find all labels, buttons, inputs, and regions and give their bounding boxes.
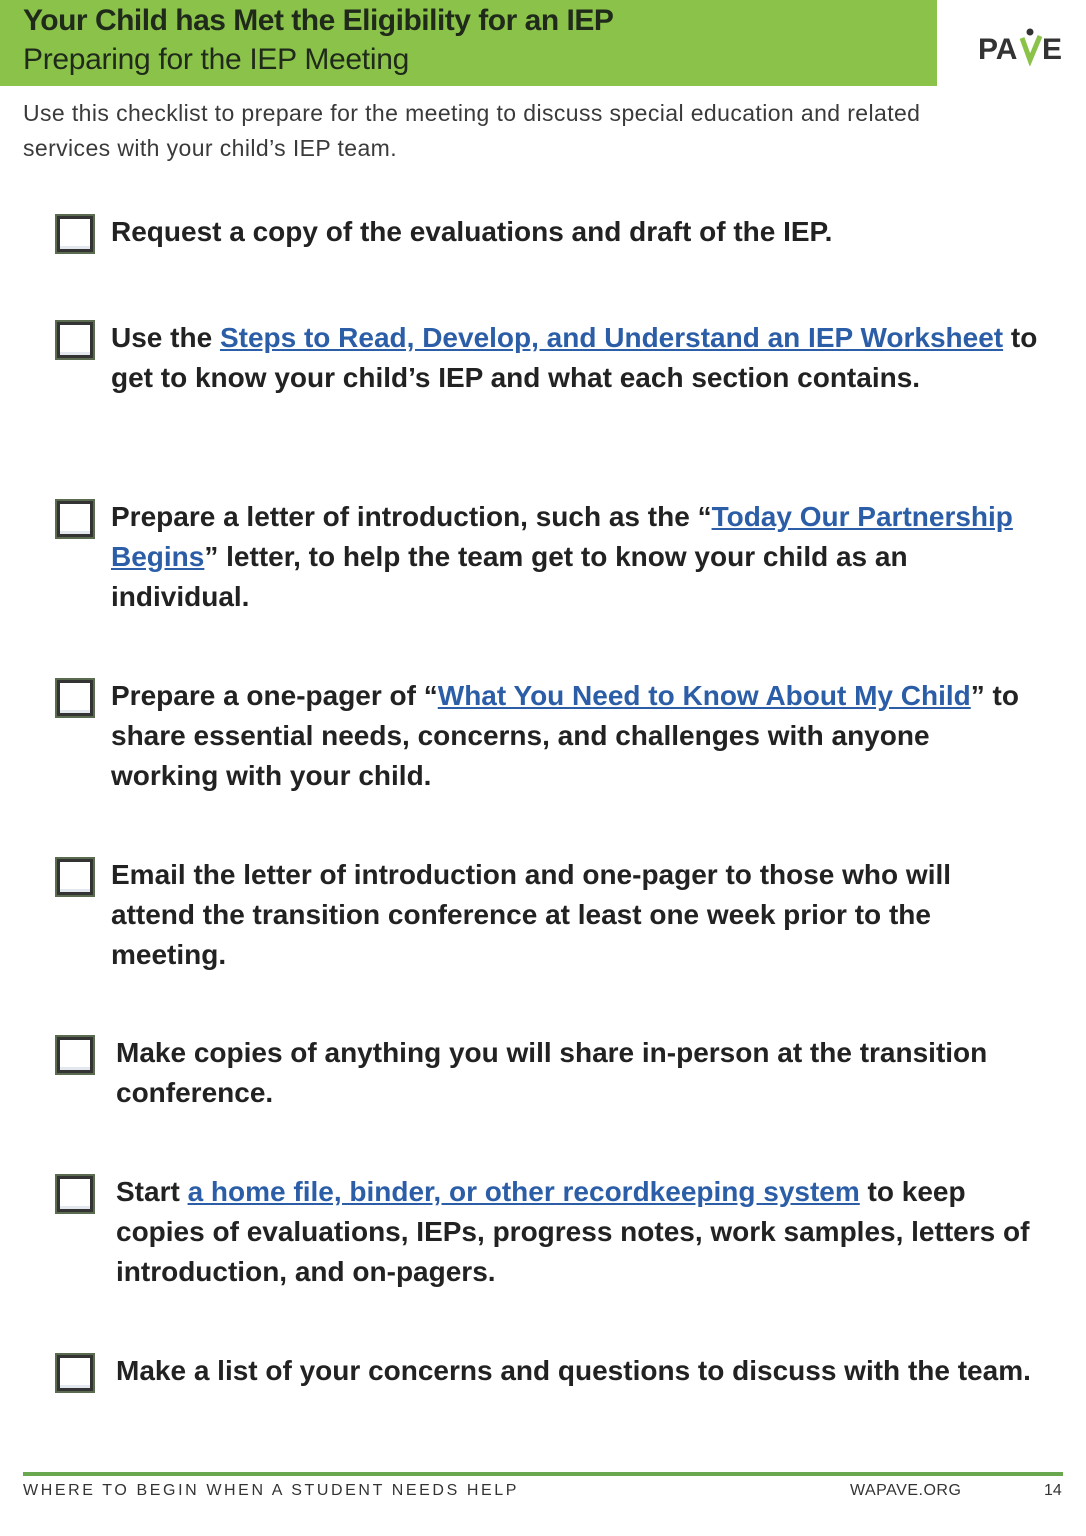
- checklist-item-text: [111, 318, 1041, 398]
- checklist-item-text: [111, 212, 1041, 252]
- checkbox[interactable]: [57, 680, 93, 716]
- item-text-before: Prepare a one-pager of “: [111, 680, 438, 711]
- checklist-item-text: [111, 676, 1041, 796]
- svg-text:PA: PA: [978, 33, 1018, 66]
- intro-text: Use this checklist to prepare for the meeting to discuss special education and related services with your child’s IEP team.: [23, 100, 921, 161]
- item-text-before: Request a copy of the evaluations and draft of the IEP.: [111, 216, 833, 247]
- checkbox[interactable]: [57, 1355, 93, 1391]
- page-title: Your Child has Met the Eligibility for an IEP: [23, 4, 614, 37]
- item-text-after: to get to know your child’s IEP and what each section contains.: [111, 322, 1038, 393]
- svg-text:E: E: [1042, 33, 1063, 66]
- resource-link[interactable]: a home file, binder, or other recordkeeping system: [187, 1176, 860, 1207]
- checklist-item-text: [116, 1033, 1046, 1113]
- pave-logo-icon: [978, 26, 1068, 66]
- item-text-before: Make a list of your concerns and questions to discuss with the team.: [116, 1355, 1031, 1386]
- item-text-before: Start: [116, 1176, 188, 1207]
- checkbox[interactable]: [57, 322, 93, 358]
- checklist-item-text: [111, 497, 1041, 617]
- resource-link[interactable]: Steps to Read, Develop, and Understand an IEP Worksheet: [219, 322, 1004, 353]
- checkbox[interactable]: [57, 859, 93, 895]
- resource-link[interactable]: Today Our Partnership Begins: [111, 501, 1013, 572]
- checkbox[interactable]: [57, 216, 93, 252]
- page-subtitle: Preparing for the IEP Meeting: [23, 43, 409, 76]
- checklist-item-text: [111, 855, 1041, 975]
- item-text-after: ” letter, to help the team get to know your child as an individual.: [111, 541, 908, 612]
- item-text-before: Make copies of anything you will share in-person at the transition conference.: [116, 1037, 988, 1108]
- checkbox[interactable]: [57, 1176, 93, 1212]
- checklist-item-text: [116, 1172, 1046, 1292]
- item-text-after: to keep copies of evaluations, IEPs, progress notes, work samples, letters of introduction, and on-pagers.: [116, 1176, 1030, 1287]
- footer-tagline: WHERE TO BEGIN WHEN A STUDENT NEEDS HELP: [23, 1482, 520, 1499]
- page-number: 14: [1044, 1482, 1062, 1499]
- item-text-before: Prepare a letter of introduction, such as the “: [111, 501, 712, 532]
- footer-site: WAPAVE.ORG: [850, 1482, 962, 1499]
- checkbox[interactable]: [57, 501, 93, 537]
- resource-link[interactable]: What You Need to Know About My Child: [437, 680, 971, 711]
- item-text-before: Email the letter of introduction and one-pager to those who will attend the transition conference at least one week prior to the meeting.: [111, 859, 952, 970]
- checkbox[interactable]: [57, 1037, 93, 1073]
- item-text-after: ” to share essential needs, concerns, and challenges with anyone working with your child.: [111, 680, 1019, 791]
- checklist-item-text: [116, 1351, 1046, 1391]
- item-text-before: Use the: [111, 322, 220, 353]
- footer-divider: [23, 1472, 1063, 1476]
